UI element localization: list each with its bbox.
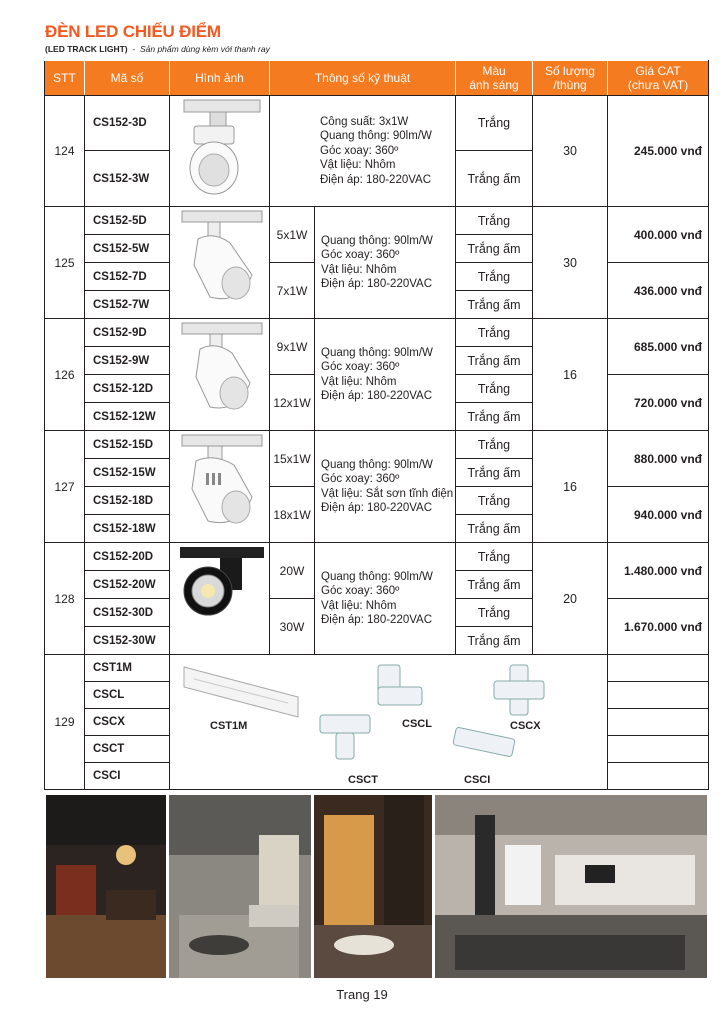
light-color: Trắng	[456, 96, 533, 151]
table-row	[45, 543, 709, 571]
power-cell: 15x1W	[270, 431, 315, 487]
price-cell: 880.000 vnđ	[608, 431, 709, 487]
stt-cell: 125	[45, 207, 85, 319]
interior-photo-living-room	[169, 795, 311, 978]
product-code: CS152-12W	[85, 403, 170, 431]
price-cell: 685.000 vnđ	[608, 319, 709, 375]
price-cell: 940.000 vnđ	[608, 487, 709, 543]
product-image-cell	[170, 431, 270, 543]
spec-line: Vật liệu: Sắt sơn tĩnh điện	[321, 487, 454, 500]
product-image-cell	[170, 319, 270, 431]
light-color: Trắng ấm	[456, 459, 533, 487]
product-code: CSCI	[85, 763, 170, 790]
spec-cell	[315, 431, 456, 543]
light-color: Trắng ấm	[456, 515, 533, 543]
spec-line: Điện áp: 180-220VAC	[320, 173, 432, 186]
acc-label-csct: CSCT	[348, 774, 378, 786]
subtitle-separator: -	[132, 44, 136, 54]
spec-line: Góc xoay: 360º	[321, 585, 400, 597]
spec-line: Điện áp: 180-220VAC	[321, 278, 433, 290]
header-image: Hình ảnh	[170, 61, 270, 96]
product-code: CSCL	[85, 682, 170, 709]
product-code: CS152-3W	[85, 151, 170, 207]
corner-connector-icon	[378, 665, 422, 705]
spec-line: Quang thông: 90lm/W	[321, 458, 433, 471]
price-cell: 720.000 vnđ	[608, 375, 709, 431]
product-image-cell	[170, 96, 270, 207]
product-code: CS152-18D	[85, 487, 170, 515]
spec-line: Điện áp: 180-220VAC	[321, 390, 433, 402]
price-table	[44, 60, 709, 790]
quantity-cell: 16	[533, 431, 608, 543]
header-color	[456, 61, 533, 96]
spec-line: Quang thông: 90lm/W	[320, 130, 432, 143]
light-color: Trắng	[456, 207, 533, 235]
light-color: Trắng	[456, 375, 533, 403]
spec-line: Quang thông: 90lm/W	[321, 570, 433, 583]
spec-line: Điện áp: 180-220VAC	[321, 502, 433, 514]
product-code: CSCT	[85, 736, 170, 763]
page-subtitle	[45, 44, 270, 54]
track-light-image	[180, 209, 264, 309]
spec-cell	[315, 319, 456, 431]
cross-connector-icon	[494, 665, 544, 715]
table-row	[45, 655, 709, 682]
product-code: CS152-20W	[85, 571, 170, 599]
table-row	[45, 207, 709, 235]
header-stt: STT	[45, 61, 85, 96]
subtitle-note: Sản phẩm dùng kèm với thanh ray	[139, 44, 270, 54]
light-color: Trắng ấm	[456, 403, 533, 431]
table-header-row	[45, 61, 709, 96]
quantity-cell: 20	[533, 543, 608, 655]
product-code: CS152-7D	[85, 263, 170, 291]
header-price	[608, 61, 709, 96]
power-cell: 12x1W	[270, 375, 315, 431]
stt-cell: 128	[45, 543, 85, 655]
price-cell: 245.000 vnđ	[608, 96, 709, 207]
table-row	[45, 319, 709, 347]
stt-cell: 129	[45, 655, 85, 790]
spec-line: Quang thông: 90lm/W	[321, 346, 433, 359]
power-cell: 9x1W	[270, 319, 315, 375]
acc-label-cscx: CSCX	[510, 720, 541, 732]
spec-line: Điện áp: 180-220VAC	[321, 614, 433, 626]
spec-cell	[315, 207, 456, 319]
spec-line: Công suất: 3x1W	[320, 115, 409, 128]
product-code: CS152-3D	[85, 96, 170, 151]
track-rail-icon	[184, 667, 298, 717]
product-code: CS152-9W	[85, 347, 170, 375]
acc-label-cscl: CSCL	[402, 718, 432, 730]
light-color: Trắng	[456, 263, 533, 291]
stt-cell: 126	[45, 319, 85, 431]
track-light-image	[180, 321, 264, 421]
quantity-cell: 30	[533, 96, 608, 207]
track-light-image	[180, 433, 264, 533]
light-color: Trắng ấm	[456, 235, 533, 263]
light-color: Trắng	[456, 487, 533, 515]
empty-price-cell	[608, 763, 709, 790]
empty-price-cell	[608, 736, 709, 763]
product-code: CS152-7W	[85, 291, 170, 319]
spec-cell	[270, 96, 456, 207]
spec-line: Vật liệu: Nhôm	[320, 159, 396, 172]
product-code: CS152-18W	[85, 515, 170, 543]
page-number: Trang 19	[336, 987, 388, 1002]
light-color: Trắng	[456, 543, 533, 571]
price-cell: 1.670.000 vnđ	[608, 599, 709, 655]
spec-line: Góc xoay: 360º	[321, 361, 400, 373]
spec-line: Góc xoay: 360º	[321, 473, 400, 485]
spec-line: Quang thông: 90lm/W	[321, 234, 433, 247]
header-qty-line1: Số lượng	[545, 64, 595, 78]
product-code: CS152-15D	[85, 431, 170, 459]
price-cell: 400.000 vnđ	[608, 207, 709, 263]
product-code: CS152-12D	[85, 375, 170, 403]
interior-photo-strip	[46, 795, 707, 978]
product-code: CS152-30D	[85, 599, 170, 627]
spec-line: Vật liệu: Nhôm	[321, 375, 397, 388]
stt-cell: 127	[45, 431, 85, 543]
stt-cell: 124	[45, 96, 85, 207]
spec-line: Góc xoay: 360º	[321, 249, 400, 261]
product-code: CS152-30W	[85, 627, 170, 655]
light-color: Trắng	[456, 319, 533, 347]
header-price-line2: (chưa VAT)	[627, 78, 689, 92]
spec-line: Góc xoay: 360º	[320, 144, 399, 157]
quantity-cell: 16	[533, 319, 608, 431]
power-cell: 18x1W	[270, 487, 315, 543]
acc-label-csci: CSCI	[464, 774, 491, 786]
product-code: CST1M	[85, 655, 170, 682]
product-image-cell	[170, 207, 270, 319]
product-code: CS152-5W	[85, 235, 170, 263]
power-cell: 20W	[270, 543, 315, 599]
track-light-image	[180, 98, 264, 198]
table-row	[45, 431, 709, 459]
interior-photo-modern-room	[435, 795, 707, 978]
cob-track-light-image	[180, 545, 264, 645]
price-cell: 1.480.000 vnđ	[608, 543, 709, 599]
header-color-line2: ánh sáng	[469, 78, 519, 92]
light-color: Trắng ấm	[456, 347, 533, 375]
page-title: ĐÈN LED CHIẾU ĐIỂM	[45, 22, 221, 41]
quantity-cell: 30	[533, 207, 608, 319]
product-code: CS152-15W	[85, 459, 170, 487]
interior-photo-lounge	[314, 795, 432, 978]
acc-label-cst1m: CST1M	[210, 720, 248, 732]
power-cell: 5x1W	[270, 207, 315, 263]
light-color: Trắng ấm	[456, 291, 533, 319]
empty-price-cell	[608, 709, 709, 736]
empty-price-cell	[608, 682, 709, 709]
header-code: Mã số	[85, 61, 170, 96]
accessories-image-cell	[170, 655, 608, 790]
header-price-line1: Giá CAT	[635, 64, 681, 78]
product-code: CS152-20D	[85, 543, 170, 571]
product-image-cell	[170, 543, 270, 655]
table-row	[45, 96, 709, 151]
spec-line: Vật liệu: Nhôm	[321, 263, 397, 276]
track-accessories-image	[170, 655, 620, 789]
light-color: Trắng ấm	[456, 627, 533, 655]
header-qty-line2: /thùng	[553, 78, 587, 92]
light-color: Trắng ấm	[456, 571, 533, 599]
header-spec: Thông số kỹ thuật	[270, 61, 456, 96]
subtitle-product-name: (LED TRACK LIGHT)	[45, 44, 128, 54]
power-cell: 7x1W	[270, 263, 315, 319]
light-color: Trắng	[456, 599, 533, 627]
product-code: CSCX	[85, 709, 170, 736]
tee-connector-icon	[320, 715, 370, 759]
product-code: CS152-9D	[85, 319, 170, 347]
straight-connector-icon	[453, 727, 515, 757]
header-color-line1: Màu	[482, 64, 506, 78]
spec-line: Vật liệu: Nhôm	[321, 599, 397, 612]
light-color: Trắng ấm	[456, 151, 533, 207]
interior-photo-restaurant	[46, 795, 166, 978]
power-cell: 30W	[270, 599, 315, 655]
light-color: Trắng	[456, 431, 533, 459]
price-cell: 436.000 vnđ	[608, 263, 709, 319]
header-qty	[533, 61, 608, 96]
spec-cell	[315, 543, 456, 655]
product-code: CS152-5D	[85, 207, 170, 235]
empty-price-cell	[608, 655, 709, 682]
